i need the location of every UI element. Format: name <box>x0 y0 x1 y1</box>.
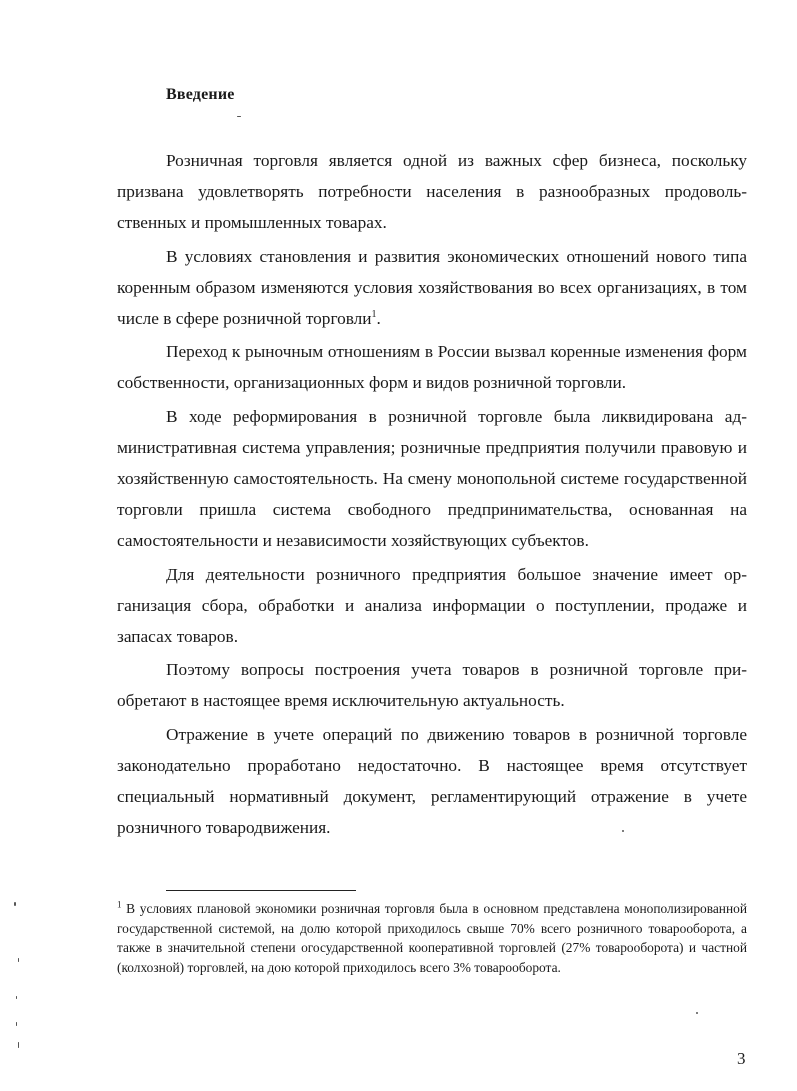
scan-speck <box>16 1022 17 1026</box>
paragraph-2: В условиях становления и развития экономических отношений нового типа коренным образом изменяются условия хозяйствования во всех организациях, в том числе в сфере розничной торговли$^1$. <box>117 246 747 329</box>
footnote-marker: 1 <box>117 899 122 910</box>
scan-speck <box>237 116 241 117</box>
main-text <box>117 145 747 843</box>
scan-speck <box>14 902 16 906</box>
paragraph-5: Для деятельности розничного предприятия большое значение имеет организация сбора, обработки и анализа информации о поступлении, продаже и запасах товаров. <box>117 564 747 647</box>
scan-speck <box>696 1012 698 1014</box>
page-title: Введение <box>166 86 235 103</box>
paragraph-1: Розничная торговля является одной из важных сфер бизнеса, поскольку призвана удовлетворять потребности населения в разнообразных продовольственных и промышленных товарах. <box>117 151 747 233</box>
page-number: 3 <box>737 1049 746 1068</box>
scan-speck <box>18 1042 19 1048</box>
footnote-text: В условиях плановой экономики розничная торговля была в основном представлена монополизированной государственной системой, на долю которой приходилось свыше 70% всего розничного товарооборота, а также в значительной степени огосударственной кооперативной торговлей (27% товарооборота) и частной (колхозной) торговлей, на дою которой приходилось всего 3% товарооборота. <box>117 901 747 975</box>
paragraph-7: Отражение в учете операций по движению товаров в розничной торговле законодательно проработано недостаточно. В настоящее время отсутствует специальный нормативный документ, регламентирующий отражение в учете розничного товародвижения. <box>117 724 747 838</box>
paragraph-2-text: В условиях становления и развития экономических отношений нового типа коренным образом изменяются условия хозяйствования во всех организациях, в том числе в сфере розничной торговли <box>117 246 747 329</box>
scan-speck <box>18 958 19 962</box>
paragraph-6: Поэтому вопросы построения учета товаров в розничной торговле приобретают в настоящее время исключительную актуальность. <box>117 660 747 711</box>
footnote-divider <box>166 890 356 891</box>
paragraph-4: В ходе реформирования в розничной торговле была ликвидирована административная система управления; розничные предприятия получили правовую и хозяйственную самостоятельность. На смену монопольной системе государственной торговли пришла система свободного предпринимательства, основанная на самостоятельности и независимости хозяйствующих субъектов. <box>117 406 747 551</box>
scan-speck <box>622 830 624 832</box>
scan-speck <box>16 996 17 999</box>
paragraph-3: Переход к рыночным отношениям в России вызвал коренные изменения форм собственности, организационных форм и видов розничной торговли. <box>117 342 747 393</box>
footnote <box>117 899 747 977</box>
footnote-reference: 1 <box>371 309 377 321</box>
